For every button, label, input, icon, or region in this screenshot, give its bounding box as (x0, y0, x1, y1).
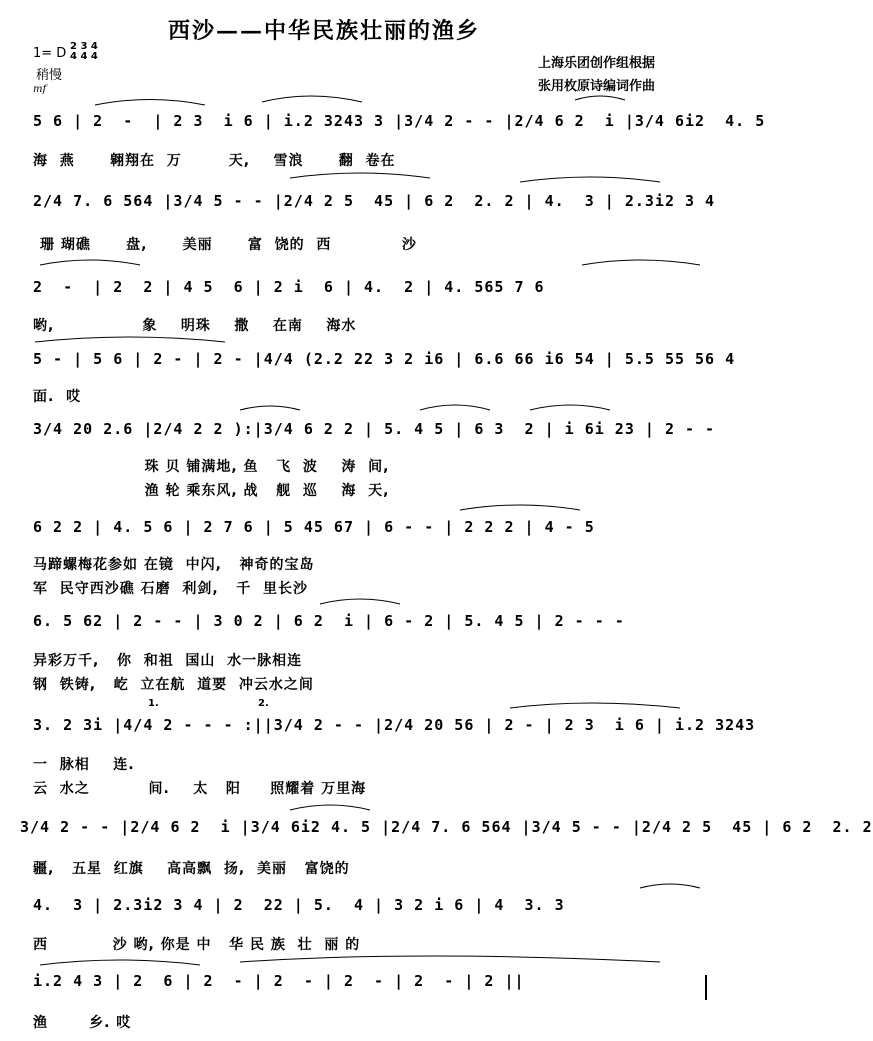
lyric-line-7a: 异彩万千, 你 和祖 国山 水一脉相连 (33, 653, 303, 669)
notation-line-5: 3/4 20 2.6 |2/4 2 2 ):|3/4 6 2 2 | 5. 4 5 | 6 3 2 | i 6i 23 | 2 - - (33, 420, 716, 438)
lyric-line-5a: 珠 贝 铺满地, 鱼 飞 波 涛 间, (33, 459, 390, 475)
notation-line-2: 2/4 7. 6 564 |3/4 5 - - |2/4 2 5 45 | 6 2 2. 2 | 4. 3 | 2.3i2 3 4 (33, 192, 716, 210)
notation-line-3: 2 - | 2 2 | 4 5 6 | 2 i 6 | 4. 2 | 4. 565 7 6 (33, 278, 545, 296)
lyric-line-1: 海 燕 翱翔在 万 天, 雪浪 翻 卷在 (33, 153, 396, 169)
notation-line-9: 3/4 2 - - |2/4 6 2 i |3/4 6i2 4. 5 |2/4 7. 6 564 |3/4 5 - - |2/4 2 5 45 | 6 2 2. 2 (20, 818, 873, 836)
lyric-line-11: 渔 乡. 哎 (33, 1015, 132, 1031)
lyric-line-9: 疆, 五星 红旗 高高飘 扬, 美丽 富饶的 (33, 861, 350, 877)
notation-line-11: i.2 4 3 | 2 6 | 2 - | 2 - | 2 - | 2 - | 2 || (33, 972, 525, 990)
time-signature: 2 3 4 4 4 4 (70, 41, 98, 62)
lyric-line-4: 面. 哎 (33, 389, 82, 405)
dynamics-marking: mf (33, 84, 47, 95)
lyric-line-3: 哟, 象 明珠 撒 在南 海水 (33, 318, 357, 334)
lyric-line-8b: 云 水之 间. 太 阳 照耀着 万里海 (33, 781, 367, 797)
lyric-line-6a: 马蹄螺梅花参如 在镜 中闪, 神奇的宝岛 (33, 557, 315, 573)
lyric-line-6b: 军 民守西沙礁 石磨 利剑, 千 里长沙 (33, 581, 309, 597)
lyric-line-7b: 钢 铁铸, 屹 立在航 道要 冲云水之间 (33, 677, 314, 693)
tempo-marking: 稍慢 (36, 68, 63, 83)
lyric-line-8a: 一 脉相 连. (33, 757, 135, 773)
arranger-credit: 上海乐团创作组根据 (538, 56, 656, 71)
lyric-line-2: 珊 瑚礁 盘, 美丽 富 饶的 西 沙 (40, 237, 417, 253)
notation-line-6: 6 2 2 | 4. 5 6 | 2 7 6 | 5 45 67 | 6 - - | 2 2 2 | 4 - 5 (33, 518, 595, 536)
lyric-line-5b: 渔 轮 乘东风, 战 舰 巡 海 天, (33, 483, 390, 499)
notation-line-10: 4. 3 | 2.3i2 3 4 | 2 22 | 5. 4 | 3 2 i 6 | 4 3. 3 (33, 896, 565, 914)
notation-line-8: 3. 2 3i |4/4 2 - - - :||3/4 2 - - |2/4 20 56 | 2 - | 2 3 i 6 | i.2 3243 (33, 716, 756, 734)
notation-line-7: 6. 5 62 | 2 - - | 3 0 2 | 6 2 i | 6 - 2 | 5. 4 5 | 2 - - - (33, 612, 625, 630)
composer-credit: 张用枚原诗编词作曲 (538, 79, 656, 94)
lyric-line-10: 西 沙 哟, 你是 中 华 民 族 壮 丽 的 (33, 937, 361, 953)
volta-1: 1. (148, 698, 159, 709)
notation-line-1: 5 6 | 2 - | 2 3 i 6 | i.2 3243 3 |3/4 2 - - |2/4 6 2 i |3/4 6i2 4. 5 (33, 112, 766, 130)
notation-line-4: 5 - | 5 6 | 2 - | 2 - |4/4 (2.2 22 3 2 i6 | 6.6 66 i6 54 | 5.5 55 56 4 (33, 350, 736, 368)
song-title: 西沙——中华民族壮丽的渔乡 (168, 18, 481, 44)
key-signature: 1= D (33, 46, 67, 61)
volta-2: 2. (258, 698, 269, 709)
